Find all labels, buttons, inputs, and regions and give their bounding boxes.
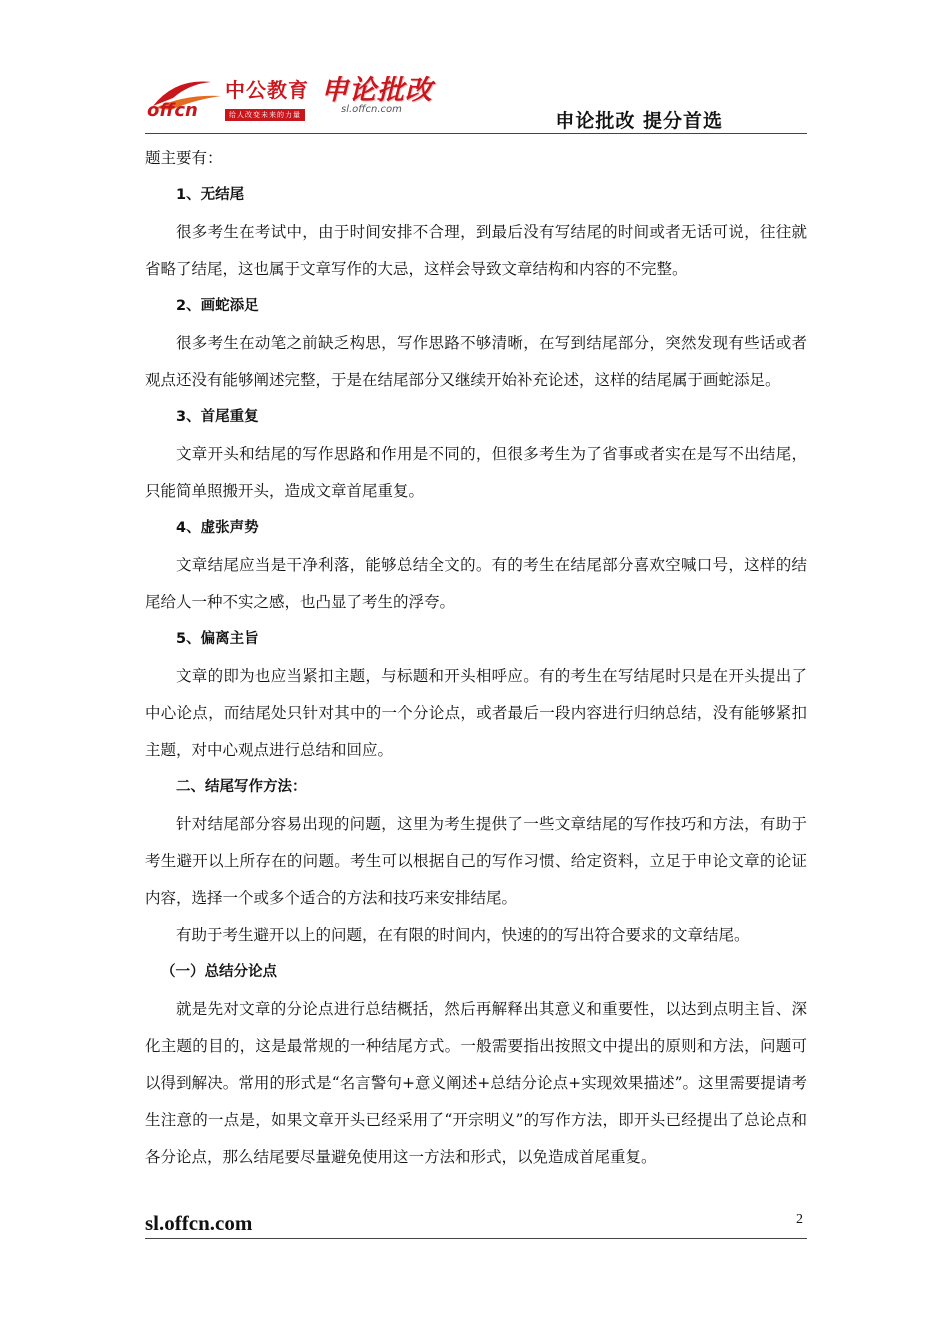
brand-name: 中公教育 (225, 78, 309, 102)
section-heading: 1、无结尾 (176, 187, 245, 203)
offcn-logo (145, 76, 227, 126)
section-heading: 4、虚张声势 (176, 520, 259, 536)
document-body (145, 140, 807, 1176)
footer-site-url: sl.offcn.com (145, 1211, 253, 1235)
section-heading: 二、结尾写作方法： (176, 779, 307, 795)
paragraph: 有助于考生避开以上的问题，在有限的时间内，快速的的写出符合要求的文章结尾。 (176, 926, 750, 944)
shenlun-logo-url: sl.offcn.com (341, 104, 402, 115)
footer-divider (145, 1238, 807, 1239)
subsection-heading: （一）总结分论点 (161, 964, 277, 980)
brand-tagline: 给人改变未来的力量 (225, 109, 305, 121)
page-number: 2 (796, 1212, 803, 1227)
paragraph: 题主要有： (145, 149, 223, 167)
shenlun-logo (321, 76, 433, 115)
brand-logo (225, 78, 309, 121)
paragraph: 很多考生在动笔之前缺乏构思，写作思路不够清晰，在写到结尾部分，突然发现有些话或者观点还没有能够阐述完整，于是在结尾部分又继续开始补充论述，这样的结尾属于画蛇添足。 (145, 334, 807, 389)
section-heading: 5、偏离主旨 (176, 631, 259, 647)
section-heading: 2、画蛇添足 (176, 298, 259, 314)
paragraph: 针对结尾部分容易出现的问题，这里为考生提供了一些文章结尾的写作技巧和方法，有助于考生避开以上所存在的问题。考生可以根据自己的写作习惯、给定资料，立足于申论文章的论证内容，选择一个或多个适合的方法和技巧来安排结尾。 (145, 815, 807, 907)
paragraph: 很多考生在考试中，由于时间安排不合理，到最后没有写结尾的时间或者无话可说，往往就省略了结尾，这也属于文章写作的大忌，这样会导致文章结构和内容的不完整。 (145, 223, 807, 278)
section-heading: 3、首尾重复 (176, 409, 259, 425)
page-header (145, 72, 807, 134)
paragraph: 文章的即为也应当紧扣主题，与标题和开头相呼应。有的考生在写结尾时只是在开头提出了中心论点，而结尾处只针对其中的一个分论点，或者最后一段内容进行归纳总结，没有能够紧扣主题，对中心观点进行总结和回应。 (145, 667, 807, 759)
paragraph: 就是先对文章的分论点进行总结概括，然后再解释出其意义和重要性，以达到点明主旨、深化主题的目的，这是最常规的一种结尾方式。一般需要指出按照文中提出的原则和方法，问题可以得到解决。常用的形式是“名言警句+意义阐述+总结分论点+实现效果描述”。这里需要提请考生注意的一点是，如果文章开头已经采用了“开宗明义”的写作方法，即开头已经提出了总论点和各分论点，那么结尾要尽量避免使用这一方法和形式，以免造成首尾重复。 (145, 1000, 807, 1166)
header-slogan: 申论批改 提分首选 (555, 110, 723, 132)
shenlun-logo-text: 申论批改 (321, 75, 433, 106)
header-divider (145, 133, 807, 134)
paragraph: 文章结尾应当是干净利落，能够总结全文的。有的考生在结尾部分喜欢空喊口号，这样的结尾给人一种不实之感，也凸显了考生的浮夸。 (145, 556, 807, 611)
paragraph: 文章开头和结尾的写作思路和作用是不同的，但很多考生为了省事或者实在是写不出结尾，只能简单照搬开头，造成文章首尾重复。 (145, 445, 807, 500)
offcn-logo-text: offcn (147, 100, 198, 121)
